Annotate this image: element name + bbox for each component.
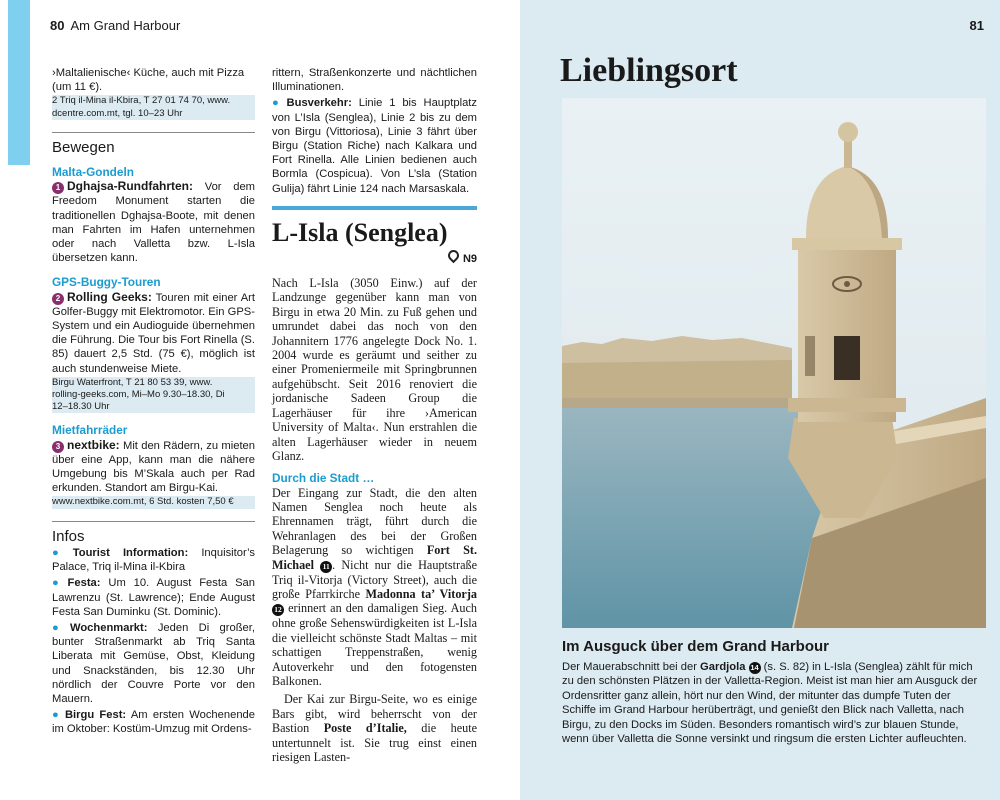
address-line: www.nextbike.com.mt, 6 Std. kosten 7,50 €: [52, 496, 234, 508]
intro-text: [52, 66, 255, 94]
kai-text: [272, 692, 477, 764]
entry-bikes: [52, 438, 255, 496]
photo-watchtower: [562, 98, 986, 628]
info-text: Linie 1 bis Hauptplatz von L’Isla (Senglea), Linie 2 bis zu dem von Birgu (Vittoriosa), Linie 3 fährt über Birgu (Station Riche) nach Kalkara und Fort Rinella. Alle Linien bedienen auch Bormla (Cospicua). Von L’sla (Station Gulija) fährt Linie 124 nach Marsaskala.: [272, 97, 477, 195]
bullet-icon: ●: [52, 577, 64, 590]
subheading-gondeln: Malta-Gondeln: [52, 165, 134, 180]
entry-text: Touren mit einer Art Golfer-Buggy mit Elektromotor. Ein GPS-System und ein Audioguide übernehmen die Führung. Die Tour bis Fort Rinella (S. 85) dauert 2,5 Std. (75 €), möglich ist auch stundenweise Miete.: [52, 291, 255, 375]
info-label: Birgu Fest:: [64, 709, 127, 722]
address-line: dcentre.com.mt, tgl. 10–23 Uhr: [52, 107, 183, 119]
poi-name: Gardjola: [700, 661, 746, 673]
info-text: Um 10. August Festa San Lawrenzu (St. Lawrence); Ende August Festa San Duminku (St. Dominic).: [52, 577, 255, 618]
map-reference: [272, 250, 477, 266]
entry-name: nextbike:: [67, 437, 120, 452]
favorite-place-title: Lieblingsort: [560, 52, 738, 89]
info-label: Tourist Information:: [72, 546, 189, 559]
poi-name: Poste d’Italie,: [323, 721, 407, 736]
left-page-number: 80: [50, 18, 65, 33]
info-text: Am ersten Wochenende im Oktober: Kostüm-Umzug mit Ordens-: [52, 709, 255, 736]
body-text: Der Mauerabschnitt bei der: [562, 661, 701, 673]
body-text: Der Eingang zur Stadt, die den alten Namen Senglea noch heute als Ehrennamen trägt, führt durch die Wehranlagen des bei der Großen Belagerung so wichtigen: [272, 485, 477, 558]
entry-buggy: [52, 290, 255, 376]
entry-name: Rolling Geeks:: [67, 289, 152, 304]
photo-caption-text: [562, 660, 982, 746]
poi-number-badge: 11: [320, 561, 332, 573]
address-line: 2 Triq il-Mina il-Kbira, T 27 01 74 70, www.: [52, 95, 231, 107]
number-badge: 1: [52, 182, 64, 194]
number-badge: 3: [52, 441, 64, 453]
buggy-address: [52, 377, 255, 414]
bullet-icon: ●: [52, 621, 66, 634]
address-line: Birgu Waterfront, T 21 80 53 39, www.: [52, 376, 213, 388]
continued-text: rittern, Straßenkonzerte und nächtlichen Illuminationen.: [272, 67, 477, 94]
right-page-number: 81: [969, 18, 984, 33]
info-label: Busverkehr:: [286, 97, 352, 110]
info-label: Festa:: [67, 577, 101, 590]
stadt-text: [272, 486, 477, 689]
subheading-buggy: GPS-Buggy-Touren: [52, 275, 161, 290]
info-item-bus: [272, 96, 477, 195]
entry-gondeln: [52, 179, 255, 265]
info-item: [52, 546, 255, 574]
place-divider: [272, 206, 477, 210]
info-item: [52, 621, 255, 706]
intro-address: [52, 95, 255, 119]
address-line: rolling-geeks.com, Mi–Mo 9.30–18.30, Di: [52, 389, 225, 401]
section-title-infos: Infos: [52, 521, 255, 544]
left-running-title: Am Grand Harbour: [70, 18, 181, 33]
subheading-bikes: Mietfahrräder: [52, 423, 128, 438]
intro-line: ›Maltalienische‹ Küche, auch mit Pizza: [52, 67, 245, 79]
place-title: L-Isla (Senglea): [272, 217, 448, 247]
left-column: [52, 66, 255, 737]
address-line: 12–18.30 Uhr: [52, 401, 110, 413]
body-text: die heute untertunnelt ist. Sie trug einst einen riesigen Lasten-: [272, 721, 477, 765]
chapter-tab-marker: [8, 0, 30, 165]
map-pin-icon: [446, 248, 462, 264]
info-item: [52, 708, 255, 736]
intro-line: (um 11 €).: [52, 81, 103, 94]
body-text: Der Kai zur Birgu-Seite, wo es einige Bars gibt, wird beherrscht von der Bastion: [272, 692, 477, 736]
place-description: Nach L-Isla (3050 Einw.) auf der Landzunge gegenüber kann man von Birgu in etwa 20 Min. zu Fuß gehen und umrundet dabei das noch von den Johannitern 1776 angelegte Dock No. 1. 2004 wurde es geräumt und seither zu einer Promeniermeile mit Springbrunnen aufgehübscht. Seit 2016 renoviert die jordanische Sadeen Group die Lagerhäuser für ihre ›American University of Malta‹. Nun erstrahlen die alten Lagerhäuser wieder in neuem Glanz.: [272, 276, 477, 463]
section-title-bewegen: Bewegen: [52, 132, 255, 155]
bullet-icon: ●: [272, 97, 283, 110]
bullet-icon: ●: [52, 546, 69, 559]
body-text: . Nicht nur die Hauptstraße Triq il-Vitorja (Victory Street), auch die große Pfarrkirche: [272, 557, 477, 601]
entry-name: Dghajsa-Rundfahrten:: [67, 179, 193, 194]
middle-column: [272, 66, 477, 764]
info-text: Inquisitor’s Palace, Triq il-Mina il-Kbira: [52, 546, 255, 574]
poi-name: Madonna ta’ Vitorja: [365, 586, 477, 601]
poi-number-badge: 14: [750, 663, 759, 672]
number-badge: 2: [52, 293, 64, 305]
bullet-icon: ●: [52, 709, 61, 722]
body-text: erinnert an den damaligen Sieg. Auch ohne große Sehenswürdigkeiten ist L-Isla die vielleicht schönste Stadt Maltas – mit schattigen Treppenstraßen, wenig Autoverkehr und den fotogensten Balkonen.: [272, 601, 477, 688]
poi-number-badge: 12: [272, 604, 284, 616]
poi-name: Fort St. Michael: [272, 543, 478, 572]
info-text: Jeden Di großer, bunter Straßenmarkt ab Triq Santa Liberata mit Gemüse, Obst, Kleidung und Snackständen, bis 12.30 Uhr nördlich der Couvre Porte vor den Mauern.: [52, 621, 255, 705]
entry-text: Mit den Rädern, zu mieten über eine App, kann man die nähere Umgebung bis M’Skala auch per Rad erkunden. Standort am Birgu-Kai.: [52, 439, 255, 495]
left-page-header: [50, 18, 180, 33]
info-item: [52, 576, 255, 619]
info-label: Wochenmarkt:: [69, 621, 148, 634]
subheading-stadt: Durch die Stadt …: [272, 471, 375, 486]
photo-heading: Im Ausguck über dem Grand Harbour: [562, 638, 829, 655]
entry-text: Vor dem Freedom Monument starten die traditionellen Dghajsa-Boote, mit denen man Fahrten im Hafen unternehmen oder nach Valletta bzw. L-Isla übersetzen kann.: [52, 181, 255, 265]
map-grid-ref: N9: [462, 252, 477, 265]
bikes-address: [52, 496, 255, 508]
body-text: (s. S. 82) in L-Isla (Senglea) zählt für mich zu den schönsten Plätzen in der Valletta-Region. Meist ist man hier am Ausguck der Ordensritter ganz allein, hört nur den Wind, der mitunter das dumpfe Tuten der Schiffe im Grand Harbour herüberträgt, und genießt den Blick nach Valletta, nach Birgu, zu den Docks im Süden. Besonders romantisch wird’s zur blauen Stunde, wenn über Valletta die Sonne versinkt und ringsum die ersten Lichter aufleuchten.: [562, 661, 978, 746]
